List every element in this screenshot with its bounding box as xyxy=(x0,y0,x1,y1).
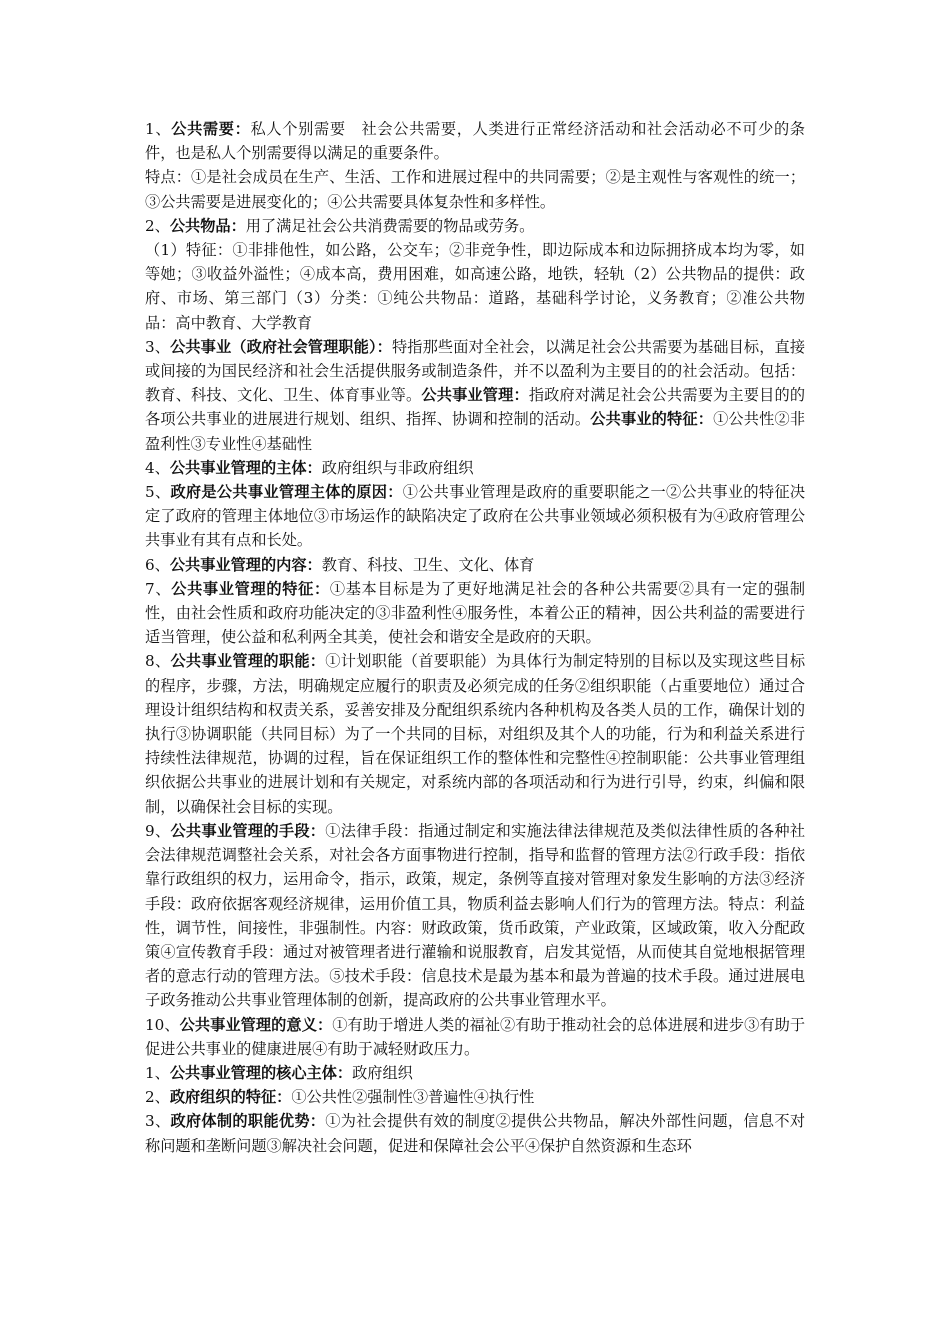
bold-term: 公共事业管理的主体： xyxy=(169,458,322,477)
text-run: 1、 xyxy=(145,1063,170,1082)
bold-term: 公共事业的特征： xyxy=(590,410,714,429)
text-run: 教育、科技、卫生、文化、体育 xyxy=(321,555,535,574)
text-run: 1、 xyxy=(145,120,172,138)
text-run: ①法律手段：指通过制定和实施法律法律规范及类似法律性质的各种社会法律规范调整社会关系，对社会各方面事物进行控制，指导和监督的管理方法②行政手段：指依靠行政组织的权力，运用命令，指示，政策，规定，条例等直接对管理对象发生影响的方法③经济手段：政府依据客观经济规律，运用价值工具，物质利益去影响人们行为的管理方法。特点：利益性，调节性，间接性，非强制性。内容：财政政策，货币政策，产业政策，区域政策，收入分配政策④宣传教育手段：通过对被管理者进行灌输和说服教育，启发其觉悟，从而使其自觉地根据管理者的意志行动的管理方法。⑤技术手段：信息技术是最为基本和最为普遍的技术手段。通过进展电子政务推动公共事业管理体制的创新，提高政府的公共事业管理水平。 xyxy=(145,821,806,1010)
bold-term: 公共事业管理： xyxy=(421,386,529,405)
text-run: 指政府对满足社会公共需要为主要目的的各项公共事业的进展进行规划、组织、指挥、协调和控制的活动。 xyxy=(145,386,806,429)
document-body xyxy=(145,117,805,1158)
paragraph xyxy=(145,1085,805,1109)
text-run: 2、 xyxy=(145,216,170,235)
paragraph xyxy=(145,1013,805,1061)
bold-term: 公共需要： xyxy=(171,120,251,138)
text-run: 7、 xyxy=(145,579,172,598)
text-run: ①有助于增进人类的福祉②有助于推动社会的总体进展和进步③有助于促进公共事业的健康进展④有助于减轻财政压力。 xyxy=(145,1015,806,1058)
text-run: 政府组织与非政府组织 xyxy=(321,458,474,477)
text-run: ①公共性②非盈利性③专业性④基础性 xyxy=(145,410,806,453)
paragraph xyxy=(145,1061,805,1085)
text-run: 5、 xyxy=(145,483,171,502)
text-run: 10、 xyxy=(145,1015,180,1034)
text-run: 9、 xyxy=(145,821,171,840)
bold-term: 政府体制的职能优势： xyxy=(170,1112,326,1131)
text-run: 8、 xyxy=(145,652,171,671)
text-run: 特指那些面对全社会，以满足社会公共需要为基础目标，直接或间接的为国民经济和社会生活提供服务或制造条件，并不以盈利为主要目的的社会活动。包括：教育、科技、文化、卫生、体育事业等。 xyxy=(145,337,806,405)
paragraph xyxy=(145,649,805,818)
paragraph xyxy=(145,214,805,238)
text-run: 4、 xyxy=(145,458,170,477)
bold-term: 政府组织的特征： xyxy=(169,1088,292,1107)
bold-term: 公共事业管理的职能： xyxy=(170,652,326,671)
bold-term: 政府是公共事业管理主体的原因： xyxy=(170,483,403,502)
paragraph xyxy=(145,553,805,577)
paragraph xyxy=(145,456,805,480)
text-run: 特点：①是社会成员在生产、生活、工作和进展过程中的共同需要；②是主观性与客观性的统一；③公共需要是进展变化的；④公共需要具体复杂性和多样性。 xyxy=(145,168,805,211)
paragraph xyxy=(145,335,805,456)
text-run: 3、 xyxy=(145,337,171,356)
text-run: ①公共性②强制性③普遍性④执行性 xyxy=(291,1088,535,1107)
bold-term: 公共事业管理的特征： xyxy=(171,579,330,598)
paragraph xyxy=(145,1109,805,1157)
paragraph xyxy=(145,238,805,335)
paragraph xyxy=(145,819,805,1013)
text-run: 用了满足社会公共消费需要的物品或劳务。 xyxy=(245,216,535,235)
bold-term: 公共物品： xyxy=(169,216,246,235)
text-run: ①为社会提供有效的制度②提供公共物品，解决外部性问题，信息不对称问题和垄断问题③解决社会问题，促进和保障社会公平④保护自然资源和生态环 xyxy=(145,1112,806,1155)
paragraph xyxy=(145,480,805,553)
bold-term: 公共事业管理的内容： xyxy=(169,555,322,574)
bold-term: 公共事业管理的手段： xyxy=(170,821,326,840)
text-run: 私人个别需要 社会公共需要，人类进行正常经济活动和社会活动必不可少的条件，也是私人个别需要得以满足的重要条件。 xyxy=(145,120,805,163)
bold-term: 公共事业管理的核心主体： xyxy=(169,1063,353,1082)
bold-term: 公共事业（政府社会管理职能）： xyxy=(170,337,392,356)
text-run: 2、 xyxy=(145,1088,170,1107)
text-run: ①计划职能（首要职能）为具体行为制定特别的目标以及实现这些目标的程序，步骤，方法，明确规定应履行的职责及必须完成的任务②组织职能（占重要地位）通过合理设计组织结构和权责关系，妥善安排及分配组织系统内各种机构及各类人员的工作，确保计划的执行③协调职能（共同目标）为了一个共同的目标，对组织及其个人的功能，行为和利益关系进行持续性法律规范，协调的过程，旨在保证组织工作的整体性和完整性④控制职能：公共事业管理组织依据公共事业的进展计划和有关规定，对系统内部的各项活动和行为进行引导，约束，纠偏和限制，以确保社会目标的实现。 xyxy=(145,652,806,816)
paragraph xyxy=(145,577,805,650)
text-run: ①基本目标是为了更好地满足社会的各种公共需要②具有一定的强制性，由社会性质和政府功能决定的③非盈利性④服务性，本着公正的精神，因公共利益的需要进行适当管理，使公益和私利两全其美，使社会和谐安全是政府的天职。 xyxy=(145,579,806,647)
text-run: 政府组织 xyxy=(352,1063,413,1082)
text-run: 3、 xyxy=(145,1112,171,1131)
paragraph xyxy=(145,117,805,165)
bold-term: 公共事业管理的意义： xyxy=(179,1015,333,1034)
text-run: ①公共事业管理是政府的重要职能之一②公共事业的特征决定了政府的管理主体地位③市场运作的缺陷决定了政府在公共事业领域必须积极有为④政府管理公共事业有其有点和长处。 xyxy=(145,483,806,550)
paragraph xyxy=(145,165,805,213)
text-run: （1）特征：①非排他性，如公路，公交车；②非竞争性，即边际成本和边际拥挤成本均为零，如等她；③收益外溢性；④成本高，费用困难，如高速公路，地铁，轻轨（2）公共物品的提供：政府、市场、第三部门（3）分类：①纯公共物品：道路，基础科学讨论，义务教育；②准公共物品：高中教育、大学教育 xyxy=(145,241,805,332)
text-run: 6、 xyxy=(145,555,170,574)
